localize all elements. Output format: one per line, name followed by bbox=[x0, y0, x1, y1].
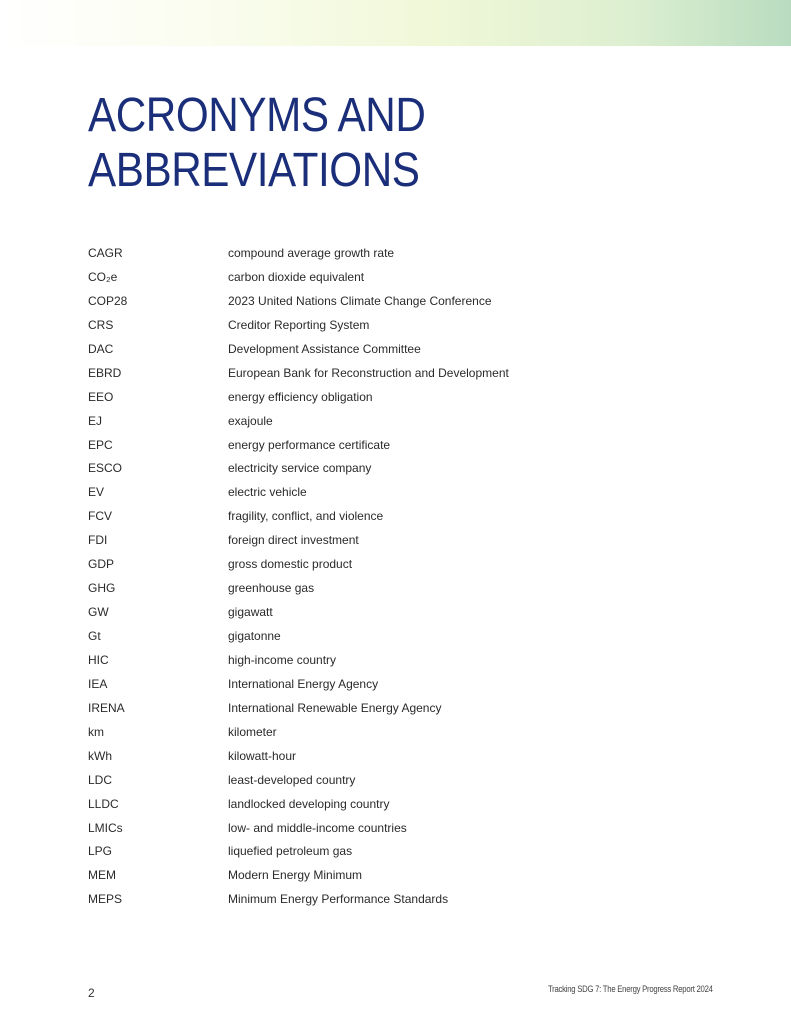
abbreviation-row bbox=[88, 245, 728, 269]
abbreviation-term: EV bbox=[88, 485, 105, 500]
abbreviation-row bbox=[88, 413, 728, 437]
abbreviation-definition: Modern Energy Minimum bbox=[228, 868, 363, 883]
abbreviation-term: HIC bbox=[88, 652, 109, 667]
abbreviation-row bbox=[88, 748, 728, 772]
abbreviation-definition: kilowatt-hour bbox=[228, 748, 297, 763]
abbreviation-term: LMICs bbox=[88, 820, 123, 835]
abbreviation-row bbox=[88, 843, 728, 867]
abbreviation-definition: International Energy Agency bbox=[228, 676, 379, 691]
abbreviation-term: DAC bbox=[88, 341, 114, 356]
page-number: 2 bbox=[88, 986, 95, 1000]
abbreviation-row bbox=[88, 604, 728, 628]
abbreviation-row bbox=[88, 724, 728, 748]
abbreviation-definition: energy efficiency obligation bbox=[228, 389, 373, 404]
abbreviation-definition: compound average growth rate bbox=[228, 246, 395, 260]
abbreviation-row bbox=[88, 652, 728, 676]
abbreviation-definition: gross domestic product bbox=[228, 557, 353, 572]
abbreviation-definition: kilometer bbox=[228, 724, 277, 739]
abbreviation-term: GDP bbox=[88, 557, 115, 572]
abbreviation-term: EPC bbox=[88, 437, 113, 452]
abbreviation-row bbox=[88, 820, 728, 844]
abbreviation-row bbox=[88, 891, 728, 915]
abbreviation-row bbox=[88, 317, 728, 341]
abbreviation-definition: electric vehicle bbox=[228, 485, 307, 500]
abbreviation-definition: least-developed country bbox=[228, 772, 356, 787]
abbreviation-row bbox=[88, 700, 728, 724]
abbreviation-row bbox=[88, 269, 728, 293]
abbreviation-term: GHG bbox=[88, 581, 116, 596]
abbreviation-definition: European Bank for Reconstruction and Development bbox=[228, 365, 509, 380]
abbreviation-term: LDC bbox=[88, 772, 113, 787]
abbreviation-row bbox=[88, 532, 728, 556]
abbreviation-term: kWh bbox=[88, 748, 112, 763]
abbreviation-definition: gigatonne bbox=[228, 629, 281, 643]
abbreviation-definition: gigawatt bbox=[228, 605, 273, 620]
abbreviation-definition: liquefied petroleum gas bbox=[228, 844, 353, 859]
abbreviation-row bbox=[88, 628, 728, 652]
abbreviation-row bbox=[88, 341, 728, 365]
abbreviation-term: EJ bbox=[88, 413, 103, 428]
abbreviation-row bbox=[88, 556, 728, 580]
abbreviation-row bbox=[88, 365, 728, 389]
abbreviation-term: MEPS bbox=[88, 892, 123, 907]
abbreviation-term: COP28 bbox=[88, 293, 128, 308]
abbreviation-row bbox=[88, 867, 728, 891]
abbreviation-term: FCV bbox=[88, 509, 112, 524]
running-footer-title: Tracking SDG 7: The Energy Progress Report 2024 bbox=[548, 984, 713, 994]
abbreviation-definition: greenhouse gas bbox=[228, 581, 315, 596]
abbreviation-definition: foreign direct investment bbox=[228, 533, 359, 548]
abbreviation-definition: energy performance certificate bbox=[228, 437, 391, 452]
abbreviation-list bbox=[88, 245, 728, 915]
abbreviation-term: IRENA bbox=[88, 700, 125, 715]
abbreviation-definition: Minimum Energy Performance Standards bbox=[228, 892, 449, 907]
abbreviation-definition: electricity service company bbox=[228, 461, 372, 476]
page-title: ACRONYMS AND ABBREVIATIONS bbox=[88, 89, 426, 197]
abbreviation-row bbox=[88, 796, 728, 820]
abbreviation-term: CRS bbox=[88, 317, 114, 332]
abbreviation-row bbox=[88, 580, 728, 604]
abbreviation-term: ESCO bbox=[88, 461, 123, 476]
abbreviation-term: GW bbox=[88, 605, 109, 620]
header-gradient-band bbox=[0, 0, 791, 46]
abbreviation-row bbox=[88, 484, 728, 508]
abbreviation-definition: high-income country bbox=[228, 652, 337, 667]
abbreviation-row bbox=[88, 293, 728, 317]
abbreviation-term: Gt bbox=[88, 629, 101, 643]
abbreviation-definition: landlocked developing country bbox=[228, 796, 390, 811]
abbreviation-term: km bbox=[88, 724, 104, 739]
abbreviation-definition: exajoule bbox=[228, 413, 273, 428]
abbreviation-definition: Creditor Reporting System bbox=[228, 317, 370, 332]
abbreviation-term: CAGR bbox=[88, 246, 123, 260]
abbreviation-definition: International Renewable Energy Agency bbox=[228, 700, 442, 715]
abbreviation-term: MEM bbox=[88, 868, 116, 883]
abbreviation-term: EEO bbox=[88, 389, 114, 404]
abbreviation-definition: low- and middle-income countries bbox=[228, 820, 407, 835]
abbreviation-term: LLDC bbox=[88, 796, 119, 811]
abbreviation-row bbox=[88, 389, 728, 413]
abbreviation-row bbox=[88, 437, 728, 461]
abbreviation-term: CO₂e bbox=[88, 269, 118, 284]
abbreviation-row bbox=[88, 460, 728, 484]
abbreviation-definition: Development Assistance Committee bbox=[228, 341, 421, 356]
abbreviation-term: LPG bbox=[88, 844, 113, 859]
abbreviation-definition: carbon dioxide equivalent bbox=[228, 269, 365, 284]
abbreviation-definition: 2023 United Nations Climate Change Conference bbox=[228, 293, 492, 308]
abbreviation-definition: fragility, conflict, and violence bbox=[228, 509, 384, 524]
abbreviation-term: EBRD bbox=[88, 365, 122, 380]
abbreviation-row bbox=[88, 772, 728, 796]
abbreviation-term: IEA bbox=[88, 676, 108, 691]
abbreviation-row bbox=[88, 676, 728, 700]
abbreviation-row bbox=[88, 508, 728, 532]
abbreviation-term: FDI bbox=[88, 533, 108, 548]
